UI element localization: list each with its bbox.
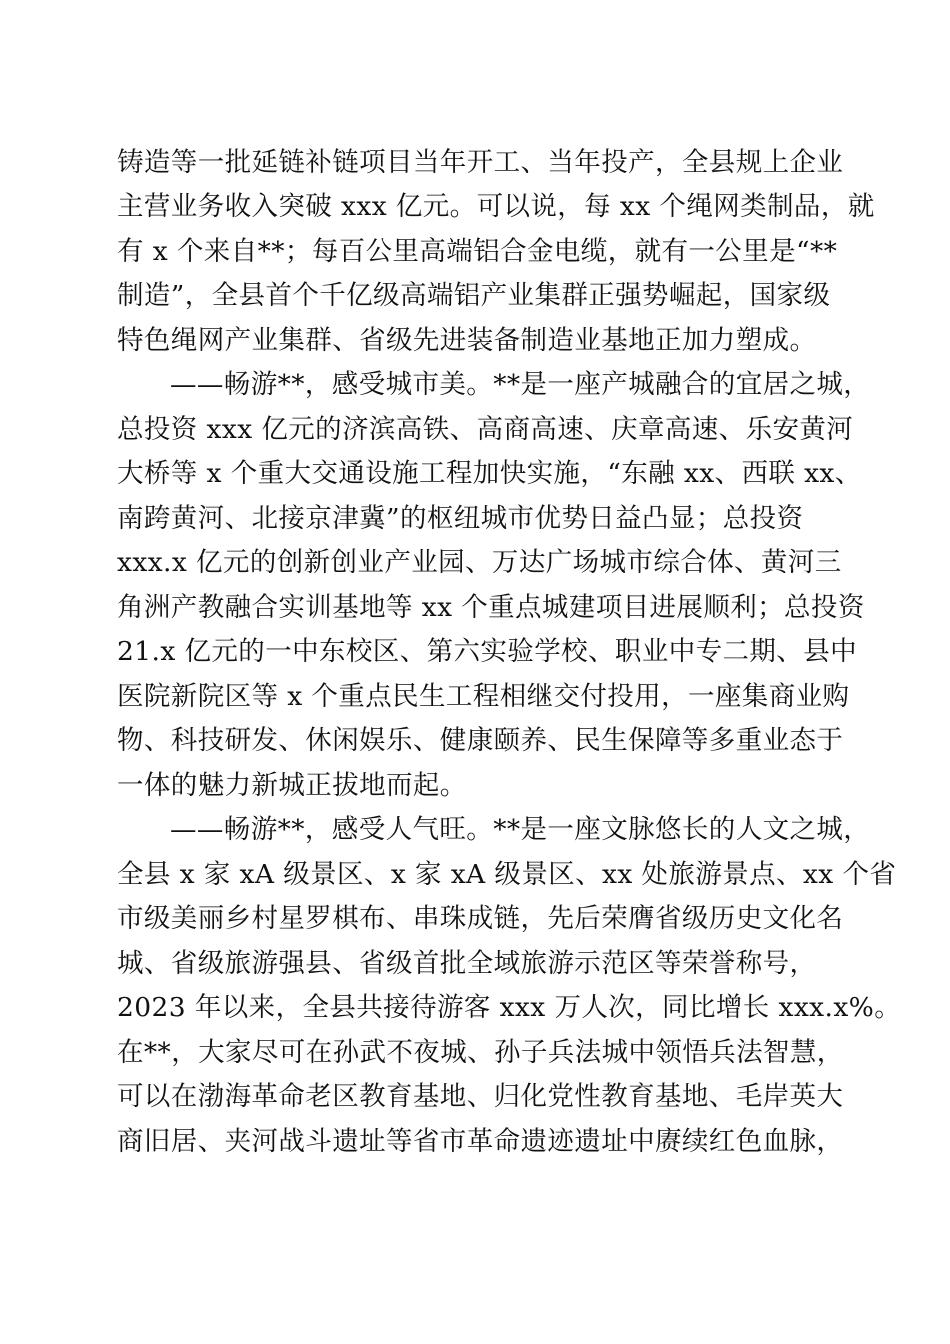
paragraph-2-line-6: 角洲产教融合实训基地等 xx 个重点城建项目进展顺利；总投资 [117, 592, 865, 623]
paragraph-1-line-5: 特色绳网产业集群、省级先进装备制造业基地正加力塑成。 [117, 325, 817, 356]
paragraph-3-line-1: ——畅游**，感受人气旺。**是一座文脉悠长的人文之城， [170, 814, 871, 845]
paragraph-2-line-5: xxx.x 亿元的创新创业产业园、万达广场城市综合体、黄河三 [117, 547, 842, 578]
paragraph-2-line-1: ——畅游**，感受城市美。**是一座产城融合的宜居之城， [170, 369, 871, 400]
paragraph-1-line-1: 铸造等一批延链补链项目当年开工、当年投产，全县规上企业 [117, 147, 844, 178]
paragraph-3-line-3: 市级美丽乡村星罗棋布、串珠成链，先后荣膺省级历史文化名 [117, 903, 844, 934]
paragraph-2-line-3: 大桥等 x 个重大交通设施工程加快实施，“东融 xx、西联 xx、 [117, 458, 862, 489]
paragraph-2-line-9: 物、科技研发、休闲娱乐、健康颐养、民生保障等多重业态于 [117, 725, 844, 756]
paragraph-1-line-2: 主营业务收入突破 xxx 亿元。可以说，每 xx 个绳网类制品，就 [117, 191, 875, 222]
paragraph-1-line-4: 制造”，全县首个千亿级高端铝产业集群正强势崛起，国家级 [117, 280, 831, 311]
paragraph-1-line-3: 有 x 个来自**；每百公里高端铝合金电缆，就有一公里是“** [117, 236, 838, 267]
paragraph-2-line-7: 21.x 亿元的一中东校区、第六实验学校、职业中专二期、县中 [117, 636, 858, 667]
paragraph-3-line-5: 2023 年以来，全县共接待游客 xxx 万人次，同比增长 xxx.x%。 [117, 992, 902, 1023]
paragraph-3-line-7: 可以在渤海革命老区教育基地、归化党性教育基地、毛岸英大 [117, 1081, 844, 1112]
paragraph-2-line-8: 医院新院区等 x 个重点民生工程相继交付投用，一座集商业购 [117, 681, 850, 712]
paragraph-3-line-4: 城、省级旅游强县、省级首批全域旅游示范区等荣誉称号， [117, 948, 817, 979]
paragraph-2-line-2: 总投资 xxx 亿元的济滨高铁、高商高速、庆章高速、乐安黄河 [117, 414, 854, 445]
paragraph-2-line-4: 南跨黄河、北接京津冀”的枢纽城市优势日益凸显；总投资 [117, 503, 804, 534]
paragraph-3-line-2: 全县 x 家 xA 级景区、x 家 xA 级景区、xx 处旅游景点、xx 个省 [117, 859, 897, 890]
paragraph-2-line-10: 一体的魅力新城正拔地而起。 [117, 770, 467, 801]
paragraph-3-line-8: 商旧居、夹河战斗遗址等省市革命遗迹遗址中赓续红色血脉， [117, 1126, 844, 1157]
paragraph-3-line-6: 在**，大家尽可在孙武不夜城、孙子兵法城中领悟兵法智慧， [117, 1037, 844, 1068]
